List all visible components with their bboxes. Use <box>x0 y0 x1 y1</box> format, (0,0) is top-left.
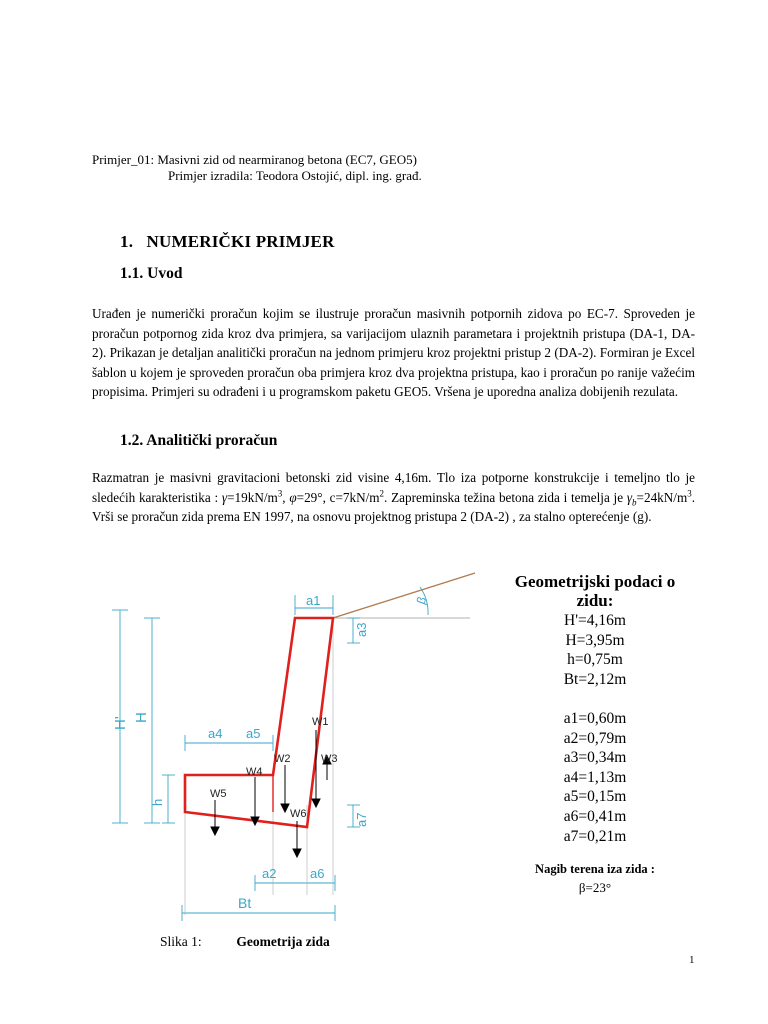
section-heading-1-2 <box>120 432 277 450</box>
section-title: Uvod <box>147 265 183 282</box>
slope-value: β=23° <box>578 880 612 895</box>
geometry-value: a5=0,15m <box>563 788 627 806</box>
geometry-value-spacer <box>495 689 695 709</box>
section-number: 1. <box>120 232 134 251</box>
section-title: NUMERIČKI PRIMJER <box>146 232 335 251</box>
label-a7: a7 <box>354 812 369 827</box>
geometry-values-list <box>495 611 695 846</box>
geometry-title-line1: Geometrijski podaci o <box>514 572 676 591</box>
text-span: Razmatran je masivni gravitacioni betonski zid visine 4,16m. Tlo iza potporne konstrukcije i temeljno tlo je sledećih karakteristika : <box>92 470 695 505</box>
label-W3: W3 <box>321 753 338 765</box>
label-a1: a1 <box>306 593 321 608</box>
gamma-value: =19kN/m <box>227 489 278 505</box>
cohesion-value: , c=7kN/m <box>322 489 380 505</box>
geometry-value: a4=1,13m <box>563 768 627 786</box>
geometry-value: H=3,95m <box>565 631 625 649</box>
geometry-value: a3=0,34m <box>563 749 627 767</box>
text-span: . Zapreminska težina betona zida i temelja je <box>384 489 627 505</box>
superscript: 3 <box>277 488 283 499</box>
label-W1: W1 <box>312 716 329 728</box>
geometry-title <box>495 572 695 610</box>
page-number: 1 <box>689 954 695 966</box>
label-W4: W4 <box>246 766 263 778</box>
label-a3: a3 <box>354 622 369 637</box>
beta-label: β <box>413 594 430 607</box>
caption-title: Geometrija zida <box>236 934 330 949</box>
text-span: , <box>282 489 290 505</box>
analiticki-paragraph <box>92 468 695 527</box>
wall-geometry-figure <box>90 565 490 930</box>
label-H-prime: H' <box>112 716 129 730</box>
geometry-value: a1=0,60m <box>563 709 627 727</box>
label-W5: W5 <box>210 788 227 800</box>
phi-value: =29° <box>296 489 323 505</box>
geometry-value: H'=4,16m <box>564 612 626 629</box>
label-a2: a2 <box>262 866 277 881</box>
geometry-title-line2: zidu: <box>576 591 614 610</box>
slope-label: Nagib terena iza zida : <box>535 862 655 876</box>
section-title: Analitički proračun <box>146 432 278 449</box>
geometry-value: a6=0,41m <box>563 807 627 825</box>
document-header-line2: Primjer izradila: Teodora Ostojić, dipl. ing. građ. <box>168 168 422 183</box>
gamma-b-symbol: γ <box>626 489 633 505</box>
wall-outline <box>185 618 333 827</box>
gamma-b-value: =24kN/m <box>636 489 688 505</box>
analiticki-text <box>92 468 695 527</box>
label-H: H <box>133 712 150 723</box>
superscript: 2 <box>379 488 385 499</box>
geometry-value: Bt=2,12m <box>563 670 627 688</box>
section-number: 1.1. <box>120 265 144 282</box>
label-h: h <box>150 798 165 806</box>
text-span: . Vrši se proračun zida prema EN 1997, na osnovu projektnog pristupa 2 (DA-2) , za stalno opterećenje (g). <box>92 489 696 524</box>
phi-symbol: φ <box>289 489 297 505</box>
label-W2: W2 <box>274 753 291 765</box>
uvod-paragraph <box>92 304 695 402</box>
uvod-text: Urađen je numerički proračun kojim se ilustruje proračun masivnih potpornih zidova po EC-7. Sproveden je proračun potpornog zida kroz dva primjera, sa varijacijom ulaznih parametara i projektnih pristupa (DA-1, DA-2). Prikazan je detaljan analitički proračun na jednom primjeru kroz projektni pristup 2 (DA-2). Formiran je Excel šablon u kojem je sproveden proračun oba primjera kroz dva projektna pristupa, kao i proračun po ranije važećim propisima. Primjeri su odrađeni i u programskom paketu GEO5. Vršena je uporedna analiza dobijenih rezulata. <box>92 306 695 399</box>
label-a4: a4 <box>208 726 223 741</box>
label-W6: W6 <box>290 808 307 820</box>
weight-arrows <box>211 730 331 857</box>
section-heading-1 <box>120 232 335 252</box>
superscript: 3 <box>687 488 692 499</box>
label-a5: a5 <box>246 726 261 741</box>
terrain-slope-line <box>333 573 475 618</box>
label-a6: a6 <box>310 866 325 881</box>
caption-label: Slika 1: <box>160 934 202 949</box>
geometry-value: h=0,75m <box>567 651 623 669</box>
gamma-symbol: γ <box>221 489 228 505</box>
geometry-value: a2=0,79m <box>563 729 627 747</box>
subscript: b <box>632 497 637 508</box>
label-Bt: Bt <box>238 895 252 911</box>
document-header-line1: Primjer_01: Masivni zid od nearmiranog betona (EC7, GEO5) <box>92 152 417 167</box>
figure-caption <box>160 934 330 950</box>
section-number: 1.2. <box>120 432 144 449</box>
section-heading-1-1 <box>120 265 182 283</box>
geometry-value: a7=0,21m <box>563 827 627 845</box>
